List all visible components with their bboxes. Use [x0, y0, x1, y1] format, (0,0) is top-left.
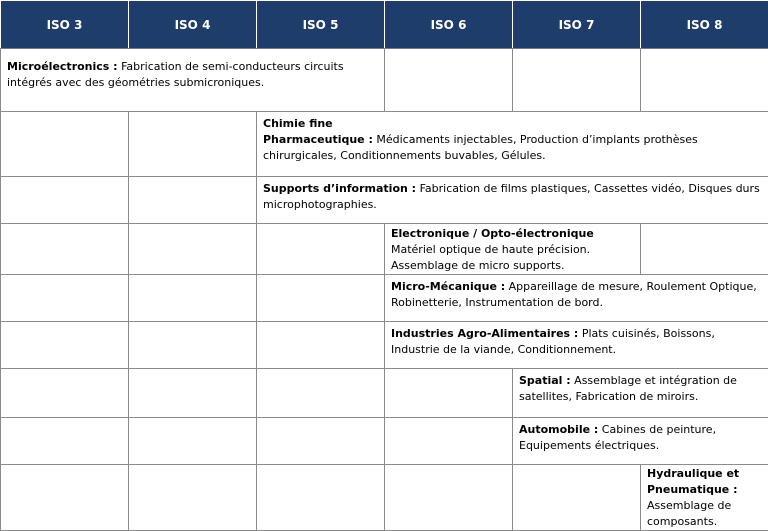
table-row	[1, 224, 768, 275]
table-row	[1, 275, 768, 322]
empty-cell	[385, 465, 513, 531]
pharmaceutique-cell	[257, 112, 768, 177]
empty-cell	[129, 275, 257, 322]
header-row	[1, 1, 768, 49]
empty-cell	[385, 418, 513, 465]
empty-cell	[129, 112, 257, 177]
empty-cell	[1, 112, 129, 177]
row-title: Hydraulique et Pneumatique :	[647, 466, 762, 498]
empty-cell	[129, 369, 257, 418]
empty-cell	[385, 49, 513, 112]
row-text: Appareillage de mesure, Roulement Optique, Robinetterie, Instrumentation de bord.	[391, 280, 757, 309]
header-iso-3: ISO 3	[1, 1, 129, 49]
agro-alimentaires-cell	[385, 322, 768, 369]
row-title: Automobile :	[519, 423, 598, 436]
row-title: Industries Agro-Alimentaires :	[391, 327, 578, 340]
table-row	[1, 322, 768, 369]
empty-cell	[257, 369, 385, 418]
empty-cell	[129, 465, 257, 531]
hydraulique-cell	[641, 465, 768, 531]
empty-cell	[257, 224, 385, 275]
empty-cell	[129, 418, 257, 465]
header-iso-5: ISO 5	[257, 1, 385, 49]
row-title: Supports d’information :	[263, 182, 416, 195]
electronique-cell	[385, 224, 641, 275]
automobile-cell	[513, 418, 768, 465]
row-text: Assemblage de composants.	[647, 498, 762, 530]
micro-mecanique-cell	[385, 275, 768, 322]
header-iso-6: ISO 6	[385, 1, 513, 49]
row-text: Matériel optique de haute précision.	[391, 242, 634, 258]
empty-cell	[1, 275, 129, 322]
row-text: Plats cuisinés, Boissons, Industrie de la viande, Conditionnement.	[391, 327, 715, 356]
row-text: Assemblage et intégration de satellites, Fabrication de miroirs.	[519, 374, 737, 403]
empty-cell	[513, 465, 641, 531]
empty-cell	[257, 275, 385, 322]
row-text: Assemblage de micro supports.	[391, 258, 634, 274]
empty-cell	[129, 322, 257, 369]
row-title: Electronique / Opto-électronique	[391, 226, 634, 242]
table-row	[1, 177, 768, 224]
table-row	[1, 465, 768, 531]
header-iso-7: ISO 7	[513, 1, 641, 49]
empty-cell	[257, 418, 385, 465]
empty-cell	[1, 322, 129, 369]
row-text: Fabrication de films plastiques, Cassettes vidéo, Disques durs microphotographies.	[263, 182, 760, 211]
empty-cell	[257, 322, 385, 369]
row-title: Micro-Mécanique :	[391, 280, 505, 293]
empty-cell	[1, 369, 129, 418]
row-title: Spatial :	[519, 374, 571, 387]
empty-cell	[1, 465, 129, 531]
empty-cell	[129, 177, 257, 224]
microelectronics-cell	[1, 49, 385, 112]
row-text: Cabines de peinture, Equipements électriques.	[519, 423, 716, 452]
empty-cell	[513, 49, 641, 112]
empty-cell	[385, 369, 513, 418]
row-title: Microélectronics :	[7, 60, 118, 73]
header-iso-4: ISO 4	[129, 1, 257, 49]
table-row	[1, 418, 768, 465]
empty-cell	[1, 224, 129, 275]
header-iso-8: ISO 8	[641, 1, 768, 49]
row-text: Médicaments injectables, Production d’implants prothèses chirurgicales, Conditionnements buvables, Gélules.	[263, 133, 698, 162]
table-row	[1, 112, 768, 177]
empty-cell	[1, 177, 129, 224]
empty-cell	[641, 49, 768, 112]
empty-cell	[257, 465, 385, 531]
empty-cell	[641, 224, 768, 275]
empty-cell	[1, 418, 129, 465]
table-row	[1, 49, 768, 112]
supports-information-cell	[257, 177, 768, 224]
spatial-cell	[513, 369, 768, 418]
table-row	[1, 369, 768, 418]
row-subtitle: Pharmaceutique :	[263, 133, 373, 146]
row-title: Chimie fine	[263, 116, 762, 132]
row-text: Fabrication de semi-conducteurs circuits intégrés avec des géométries submicroniques.	[7, 60, 344, 89]
empty-cell	[129, 224, 257, 275]
